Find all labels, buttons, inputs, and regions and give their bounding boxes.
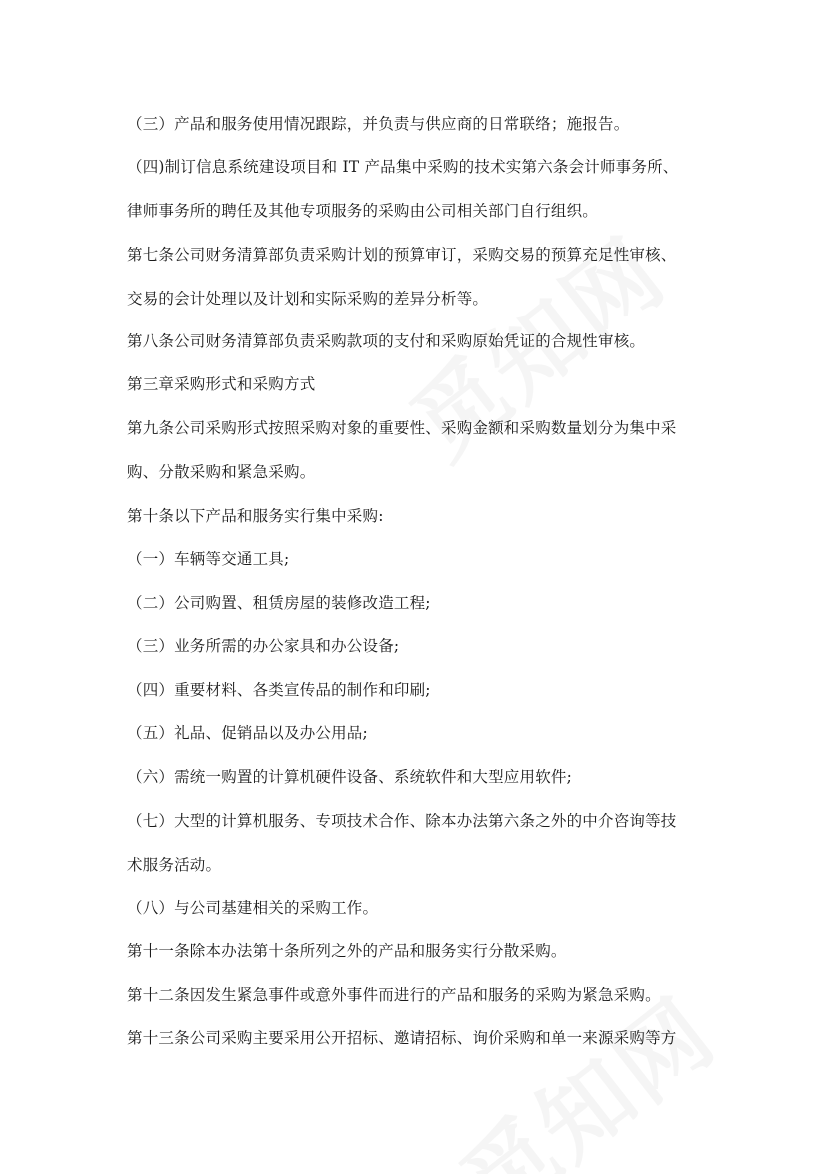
text-line: 律师事务所的聘任及其他专项服务的采购由公司相关部门自行组织。 — [127, 202, 599, 220]
text-line: 第七条公司财务清算部负责采购计划的预算审订，采购交易的预算充足性审核、 — [127, 246, 677, 264]
text-line: 第九条公司采购形式按照采购对象的重要性、采购金额和采购数量划分为集中采 — [127, 419, 677, 437]
list-item: （六）需统一购置的计算机硬件设备、系统软件和大型应用软件; — [127, 768, 573, 786]
list-item: （二）公司购置、租赁房屋的装修改造工程; — [127, 594, 431, 612]
text-line: 第十二条因发生紧急事件或意外事件而进行的产品和服务的采购为紧急采购。 — [127, 986, 661, 1004]
chapter-heading: 第三章采购形式和采购方式 — [127, 375, 316, 393]
list-item: （一）车辆等交通工具; — [127, 550, 290, 568]
text-line: 第八条公司财务清算部负责采购款项的支付和采购原始凭证的合规性审核。 — [127, 332, 646, 350]
list-item: （四）重要材料、各类宣传品的制作和印刷; — [127, 681, 431, 699]
list-item: （七）大型的计算机服务、专项技术合作、除本办法第六条之外的中介咨询等技 — [127, 812, 677, 830]
text-line: 第十条以下产品和服务实行集中采购: — [127, 507, 384, 525]
list-item: （五）礼品、促销品以及办公用品; — [127, 724, 368, 742]
list-item: （八）与公司基建相关的采购工作。 — [127, 899, 379, 917]
text-line: （四)制订信息系统建设项目和 IT 产品集中采购的技术实第六条会计师事务所、 — [127, 158, 679, 176]
text-line: 第十一条除本办法第十条所列之外的产品和服务实行分散采购。 — [127, 942, 567, 960]
text-line: 购、分散采购和紧急采购。 — [127, 463, 316, 481]
list-item: （三）业务所需的办公家具和办公设备; — [127, 637, 400, 655]
text-line: （三）产品和服务使用情况跟踪，并负责与供应商的日常联络；施报告。 — [127, 115, 630, 133]
text-line: 术服务活动。 — [127, 856, 222, 874]
text-line: 交易的会计处理以及计划和实际采购的差异分析等。 — [127, 290, 489, 308]
text-line: 第十三条公司采购主要采用公开招标、邀请招标、询价采购和单一来源采购等方 — [127, 1029, 677, 1047]
